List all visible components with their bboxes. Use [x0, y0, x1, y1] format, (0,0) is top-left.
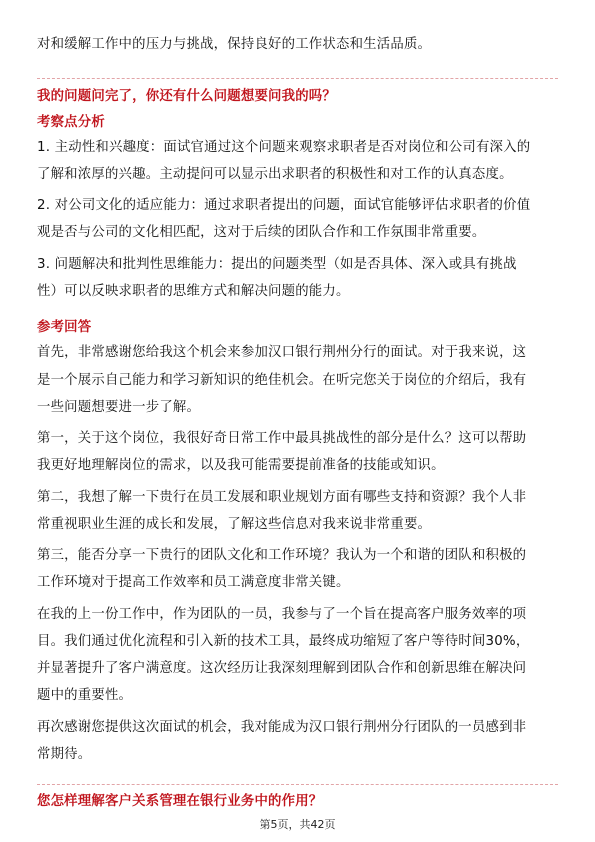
answer-line: 一些问题想要进一步了解。 [37, 400, 201, 415]
analysis-line: 性）可以反映求职者的思维方式和解决问题的能力。 [37, 284, 350, 299]
answer-heading: 参考回答 [37, 320, 92, 335]
page-number: 第5页，共42页 [259, 818, 336, 831]
answer-line: 工作环境对于提高工作效率和员工满意度非常关键。 [37, 575, 350, 590]
answer-line: 我更好地理解岗位的需求，以及我可能需要提前准备的技能或知识。 [37, 458, 445, 473]
answer-line: 并显著提升了客户满意度。这次经历让我深刻理解到团队合作和创新思维在解决问 [37, 661, 527, 676]
section-divider [37, 784, 558, 785]
section-divider [37, 78, 558, 79]
answer-line: 再次感谢您提供这次面试的机会，我对能成为汉口银行荆州分行团队的一员感到非 [37, 720, 527, 735]
answer-line: 题中的重要性。 [37, 688, 133, 703]
answer-line: 在我的上一份工作中，作为团队的一员，我参与了一个旨在提高客户服务效率的项 [37, 607, 527, 622]
question-heading: 我的问题问完了，你还有什么问题想要问我的吗？ [37, 89, 336, 104]
answer-line: 第三，能否分享一下贵行的团队文化和工作环境？我认为一个和谐的团队和积极的 [37, 548, 527, 563]
answer-line: 第一，关于这个岗位，我很好奇日常工作中最具挑战性的部分是什么？这可以帮助 [37, 431, 527, 446]
analysis-line: 3. 问题解决和批判性思维能力：提出的问题类型（如是否具体、深入或具有挑战 [37, 257, 517, 272]
answer-line: 目。我们通过优化流程和引入新的技术工具，最终成功缩短了客户等待时间30%， [37, 634, 530, 649]
answer-line: 常期待。 [37, 747, 92, 762]
body-text-line: 对和缓解工作中的压力与挑战，保持良好的工作状态和生活品质。 [37, 37, 432, 52]
analysis-heading: 考察点分析 [37, 115, 105, 130]
answer-line: 首先，非常感谢您给我这个机会来参加汉口银行荆州分行的面试。对于我来说，这 [37, 345, 527, 360]
analysis-line: 观是否与公司的文化相匹配，这对于后续的团队合作和工作氛围非常重要。 [37, 225, 486, 240]
answer-line: 常重视职业生涯的成长和发展，了解这些信息对我来说非常重要。 [37, 517, 432, 532]
answer-line: 第二，我想了解一下贵行在员工发展和职业规划方面有哪些支持和资源？我个人非 [37, 490, 527, 505]
analysis-line: 1. 主动性和兴趣度：面试官通过这个问题来观察求职者是否对岗位和公司有深入的 [37, 140, 531, 155]
analysis-line: 2. 对公司文化的适应能力：通过求职者提出的问题，面试官能够评估求职者的价值 [37, 198, 531, 213]
answer-line: 是一个展示自己能力和学习新知识的绝佳机会。在听完您关于岗位的介绍后，我有 [37, 373, 527, 388]
analysis-line: 了解和浓厚的兴趣。主动提问可以显示出求职者的积极性和对工作的认真态度。 [37, 167, 513, 182]
next-question-heading: 您怎样理解客户关系管理在银行业务中的作用？ [37, 794, 323, 809]
